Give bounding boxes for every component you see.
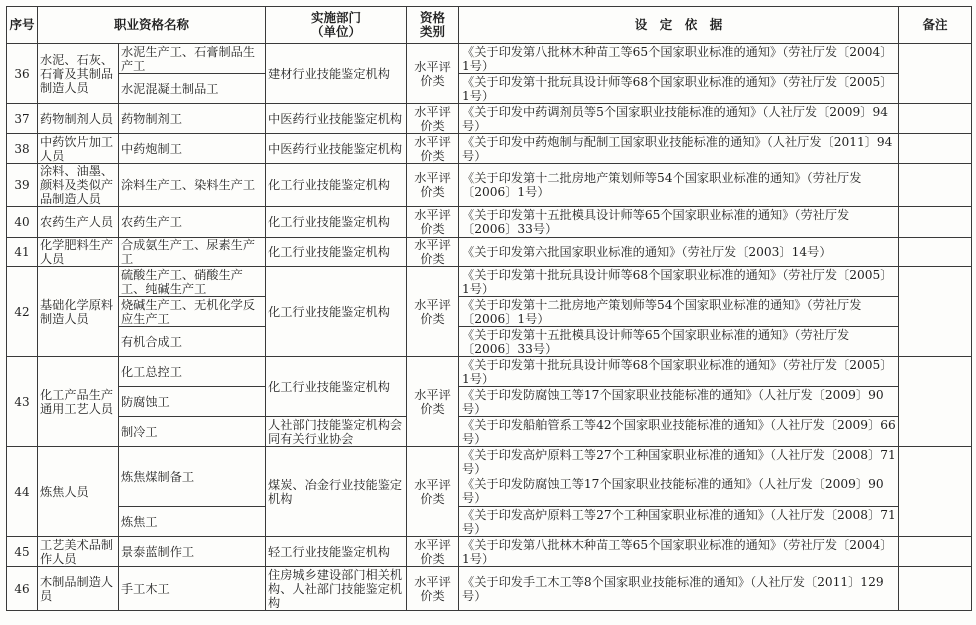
occupational-qualification-table bbox=[6, 6, 972, 611]
dept-cell: 煤炭、冶金行业技能鉴定机构 bbox=[266, 447, 407, 537]
seq-cell: 46 bbox=[7, 567, 38, 611]
seq-cell: 44 bbox=[7, 447, 38, 537]
group-cell: 炼焦人员 bbox=[38, 447, 119, 537]
category-cell: 水平评价类 bbox=[407, 164, 459, 207]
category-cell: 水平评价类 bbox=[407, 104, 459, 134]
job-cell: 有机合成工 bbox=[119, 327, 266, 357]
dept-cell: 化工行业技能鉴定机构 bbox=[266, 267, 407, 357]
group-cell: 化学肥料生产人员 bbox=[38, 238, 119, 267]
dept-cell: 轻工行业技能鉴定机构 bbox=[266, 537, 407, 567]
table-row bbox=[7, 387, 972, 417]
table-row bbox=[7, 267, 972, 297]
table-row bbox=[7, 238, 972, 267]
category-cell: 水平评价类 bbox=[407, 267, 459, 357]
job-cell: 制冷工 bbox=[119, 417, 266, 447]
table-row bbox=[7, 357, 972, 387]
job-cell: 合成氨生产工、尿素生产工 bbox=[119, 238, 266, 267]
remarks-cell bbox=[899, 267, 972, 357]
table-row bbox=[7, 567, 972, 611]
category-cell: 水平评价类 bbox=[407, 537, 459, 567]
header-category: 资格 类别 bbox=[407, 7, 459, 44]
remarks-cell bbox=[899, 238, 972, 267]
seq-cell: 41 bbox=[7, 238, 38, 267]
table-row bbox=[7, 297, 972, 327]
basis-cell: 《关于印发第十批玩具设计师等68个国家职业标准的通知》（劳社厅发〔2005〕1号） bbox=[459, 74, 899, 104]
job-cell: 炼焦煤制备工 bbox=[119, 447, 266, 507]
table-row bbox=[7, 447, 972, 477]
remarks-cell bbox=[899, 447, 972, 537]
remarks-cell bbox=[899, 164, 972, 207]
group-cell: 基础化学原料制造人员 bbox=[38, 267, 119, 357]
remarks-cell bbox=[899, 207, 972, 238]
seq-cell: 36 bbox=[7, 44, 38, 104]
seq-cell: 38 bbox=[7, 134, 38, 164]
dept-cell: 中医药行业技能鉴定机构 bbox=[266, 104, 407, 134]
basis-cell: 《关于印发第十二批房地产策划师等54个国家职业标准的通知》（劳社厅发〔2006〕1号） bbox=[459, 164, 899, 207]
table-row bbox=[7, 417, 972, 447]
table-row bbox=[7, 104, 972, 134]
header-name: 职业资格名称 bbox=[38, 7, 266, 44]
basis-cell: 《关于印发手工木工等8个国家职业技能标准的通知》（人社厅发〔2011〕129号） bbox=[459, 567, 899, 611]
job-cell: 中药炮制工 bbox=[119, 134, 266, 164]
job-cell: 炼焦工 bbox=[119, 507, 266, 537]
header-row bbox=[7, 7, 972, 44]
basis-cell: 《关于印发高炉原料工等27个工种国家职业标准的通知》（人社厅发〔2008〕71号） bbox=[459, 447, 899, 477]
dept-cell: 化工行业技能鉴定机构 bbox=[266, 238, 407, 267]
job-cell: 防腐蚀工 bbox=[119, 387, 266, 417]
header-seq: 序号 bbox=[7, 7, 38, 44]
dept-cell: 化工行业技能鉴定机构 bbox=[266, 207, 407, 238]
basis-cell: 《关于印发第八批林木种苗工等65个国家职业标准的通知》（劳社厅发〔2004〕1号） bbox=[459, 537, 899, 567]
category-cell: 水平评价类 bbox=[407, 567, 459, 611]
basis-cell: 《关于印发第十批玩具设计师等68个国家职业标准的通知》（劳社厅发〔2005〕1号） bbox=[459, 267, 899, 297]
remarks-cell bbox=[899, 134, 972, 164]
category-cell: 水平评价类 bbox=[407, 207, 459, 238]
basis-cell: 《关于印发第十二批房地产策划师等54个国家职业标准的通知》（劳社厅发〔2006〕1号） bbox=[459, 297, 899, 327]
seq-cell: 45 bbox=[7, 537, 38, 567]
group-cell: 木制品制造人员 bbox=[38, 567, 119, 611]
group-cell: 涂料、油墨、颜料及类似产品制造人员 bbox=[38, 164, 119, 207]
job-cell: 涂料生产工、染料生产工 bbox=[119, 164, 266, 207]
remarks-cell bbox=[899, 104, 972, 134]
category-cell: 水平评价类 bbox=[407, 447, 459, 537]
job-cell: 烧碱生产工、无机化学反应生产工 bbox=[119, 297, 266, 327]
table-row bbox=[7, 44, 972, 74]
basis-cell: 《关于印发船舶管系工等42个国家职业技能标准的通知》（人社厅发〔2009〕66号） bbox=[459, 417, 899, 447]
job-cell: 化工总控工 bbox=[119, 357, 266, 387]
basis-cell: 《关于印发第十五批模具设计师等65个国家职业标准的通知》（劳社厅发〔2006〕33号） bbox=[459, 327, 899, 357]
table-row bbox=[7, 207, 972, 238]
table-row bbox=[7, 327, 972, 357]
job-cell: 水泥混凝土制品工 bbox=[119, 74, 266, 104]
group-cell: 药物制剂人员 bbox=[38, 104, 119, 134]
job-cell: 硫酸生产工、硝酸生产工、纯碱生产工 bbox=[119, 267, 266, 297]
basis-cell: 《关于印发第十批玩具设计师等68个国家职业标准的通知》（劳社厅发〔2005〕1号） bbox=[459, 357, 899, 387]
basis-cell: 《关于印发第十五批模具设计师等65个国家职业标准的通知》（劳社厅发〔2006〕33号） bbox=[459, 207, 899, 238]
group-cell: 工艺美术品制作人员 bbox=[38, 537, 119, 567]
table-row bbox=[7, 507, 972, 537]
dept-cell: 化工行业技能鉴定机构 bbox=[266, 164, 407, 207]
basis-cell: 《关于印发第六批国家职业标准的通知》（劳社厅发〔2003〕14号） bbox=[459, 238, 899, 267]
job-cell: 水泥生产工、石膏制品生产工 bbox=[119, 44, 266, 74]
group-cell: 中药饮片加工人员 bbox=[38, 134, 119, 164]
category-cell: 水平评价类 bbox=[407, 44, 459, 104]
category-cell: 水平评价类 bbox=[407, 238, 459, 267]
remarks-cell bbox=[899, 537, 972, 567]
job-cell: 药物制剂工 bbox=[119, 104, 266, 134]
group-cell: 水泥、石灰、石膏及其制品制造人员 bbox=[38, 44, 119, 104]
seq-cell: 43 bbox=[7, 357, 38, 447]
table-row bbox=[7, 164, 972, 207]
remarks-cell bbox=[899, 357, 972, 447]
header-remarks: 备注 bbox=[899, 7, 972, 44]
seq-cell: 42 bbox=[7, 267, 38, 357]
dept-cell: 中医药行业技能鉴定机构 bbox=[266, 134, 407, 164]
basis-cell: 《关于印发防腐蚀工等17个国家职业技能标准的通知》（人社厅发〔2009〕90号） bbox=[459, 477, 899, 507]
dept-cell: 人社部门技能鉴定机构会同有关行业协会 bbox=[266, 417, 407, 447]
category-cell: 水平评价类 bbox=[407, 357, 459, 447]
dept-cell: 化工行业技能鉴定机构 bbox=[266, 357, 407, 417]
remarks-cell bbox=[899, 44, 972, 104]
table-row bbox=[7, 537, 972, 567]
category-cell: 水平评价类 bbox=[407, 134, 459, 164]
header-dept: 实施部门 （单位） bbox=[266, 7, 407, 44]
dept-cell: 建材行业技能鉴定机构 bbox=[266, 44, 407, 104]
seq-cell: 37 bbox=[7, 104, 38, 134]
table-row bbox=[7, 74, 972, 104]
basis-cell: 《关于印发高炉原料工等27个工种国家职业标准的通知》（人社厅发〔2008〕71号） bbox=[459, 507, 899, 537]
basis-cell: 《关于印发中药炮制与配制工国家职业技能标准的通知》（人社厅发〔2011〕94号） bbox=[459, 134, 899, 164]
seq-cell: 40 bbox=[7, 207, 38, 238]
job-cell: 手工木工 bbox=[119, 567, 266, 611]
dept-cell: 住房城乡建设部门相关机构、人社部门技能鉴定机构 bbox=[266, 567, 407, 611]
seq-cell: 39 bbox=[7, 164, 38, 207]
job-cell: 景泰蓝制作工 bbox=[119, 537, 266, 567]
basis-cell: 《关于印发第八批林木种苗工等65个国家职业标准的通知》（劳社厅发〔2004〕1号） bbox=[459, 44, 899, 74]
remarks-cell bbox=[899, 567, 972, 611]
job-cell: 农药生产工 bbox=[119, 207, 266, 238]
basis-cell: 《关于印发中药调剂员等5个国家职业技能标准的通知》（人社厅发〔2009〕94号） bbox=[459, 104, 899, 134]
table-row bbox=[7, 134, 972, 164]
basis-cell: 《关于印发防腐蚀工等17个国家职业技能标准的通知》（人社厅发〔2009〕90号） bbox=[459, 387, 899, 417]
group-cell: 农药生产人员 bbox=[38, 207, 119, 238]
group-cell: 化工产品生产通用工艺人员 bbox=[38, 357, 119, 447]
header-basis: 设 定 依 据 bbox=[459, 7, 899, 44]
